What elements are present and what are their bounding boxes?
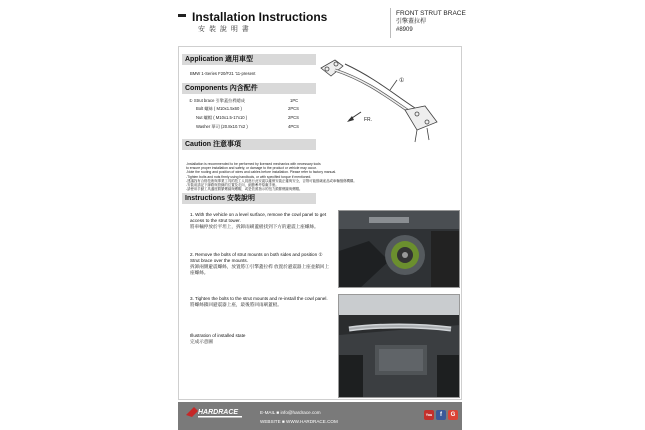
- logo-text: HARDRACE: [198, 409, 239, 416]
- caution-heading: Caution 注意事項: [182, 139, 316, 150]
- page-subtitle: 安 裝 說 明 書: [198, 26, 250, 33]
- step-text: 1. With the vehicle on a level surface, remove the cowl panel to get access to the strut tower.: [190, 212, 327, 223]
- application-text: BMW 1-Series F20/F21 '11-present: [190, 71, 256, 76]
- installed-brace-image: [339, 295, 460, 398]
- caution-line: to ensure proper installation and safety, or damage to the product or vehicle may occur.: [186, 166, 317, 171]
- product-info: [396, 10, 466, 34]
- caution-line: -Installation is recommended to be performed by licensed mechanics with necessary tools: [186, 162, 321, 166]
- step-2: [190, 252, 330, 276]
- component-qty: 4PCS: [288, 124, 299, 129]
- hardrace-logo: [184, 405, 246, 419]
- step-text-zh: 將車輛停放於平坦上，拆卸雨刷蓋板找到下方的避震上座螺絲。: [190, 224, 319, 229]
- installed-brace-photo: [338, 294, 460, 398]
- illustration-caption-zh: 完成示意圖: [190, 339, 213, 344]
- facebook-icon[interactable]: f: [436, 410, 446, 420]
- step-1: [190, 212, 330, 230]
- strut-brace-diagram: [305, 50, 455, 150]
- component-name: Washer 華司 (20.8x10.7x2 ): [196, 124, 248, 129]
- header-divider: [390, 8, 391, 38]
- header-accent-bar: [178, 14, 186, 17]
- footer-contact: [260, 408, 338, 426]
- step-text: 2. Remove the bolts of strut mounts on both sides and position ① Strut brace over the mounts.: [190, 252, 323, 263]
- step-text: 3. Tighten the bolts to the strut mounts and re-install the cowl panel.: [190, 296, 328, 301]
- google-plus-icon[interactable]: G: [448, 410, 458, 420]
- application-heading: Application 適用車型: [182, 54, 316, 65]
- product-name: FRONT STRUT BRACE: [396, 10, 466, 17]
- instructions-heading: Instructions 安裝說明: [182, 193, 316, 204]
- component-name: ① Strut brace 引擎蓋拉桿總成: [189, 98, 245, 103]
- component-name: Nut 螺帽 ( M10x1.5-17x10 ): [196, 115, 248, 120]
- strut-tower-photo: [338, 210, 460, 288]
- page-title: Installation Instructions: [192, 10, 328, 24]
- caution-line: -請使用手動工具適度鎖緊螺絲與螺帽，或是依照指示的扭力鎖緊螺絲與螺帽。: [186, 187, 303, 192]
- strut-tower-image: [339, 211, 460, 288]
- caution-text: [186, 162, 406, 191]
- component-qty: 2PCS: [288, 115, 299, 120]
- illustration-caption: [190, 333, 330, 345]
- youtube-icon[interactable]: You: [424, 410, 434, 420]
- product-name-zh: 引擎蓋拉桿: [396, 19, 427, 25]
- component-qty: 1PC: [290, 98, 299, 103]
- step-text-zh: 將螺絲鎖回避震器上座，最後將回雨刷蓋板。: [190, 302, 282, 307]
- diagram-callout: ①: [399, 78, 405, 84]
- caution-line: -Note the routing and position of wires and cables before installation. Please refer to factory manual.: [186, 170, 337, 175]
- fr-arrow: [347, 112, 361, 122]
- caution-line: -Tighten bolts and nuts firmly using handtools, or with specified torque if mentioned.: [186, 174, 312, 179]
- caution-line: -建議找有合格技術與專業工具的技工人員進行此安裝以確保安裝正確與安全，否則可能損壞產品或車輛損傷機構。: [186, 178, 357, 183]
- footer-email[interactable]: E-MAIL ■ info@hardrace.com: [260, 410, 321, 415]
- components-heading: Components 內含配件: [182, 83, 316, 94]
- fr-label: FR.: [364, 117, 373, 123]
- caution-line: -安裝前請記下線路與管線的位置及走向，細節參考原廠手冊。: [186, 183, 279, 188]
- step-3: [190, 296, 330, 308]
- component-qty: 2PCS: [288, 106, 299, 111]
- component-name: Bolt 螺絲 ( M10x1.5x60 ): [196, 106, 242, 111]
- step-text-zh: 拆卸兩側避震螺絲，放置將①引擎蓋拉桿 放置於避震器上座並鎖回上座螺絲。: [190, 264, 330, 275]
- footer-website[interactable]: WEBSITE ■ WWW.HARDRACE.COM: [260, 419, 338, 424]
- part-number: #8909: [396, 27, 413, 33]
- illustration-caption-en: Illustration of installed state: [190, 333, 246, 338]
